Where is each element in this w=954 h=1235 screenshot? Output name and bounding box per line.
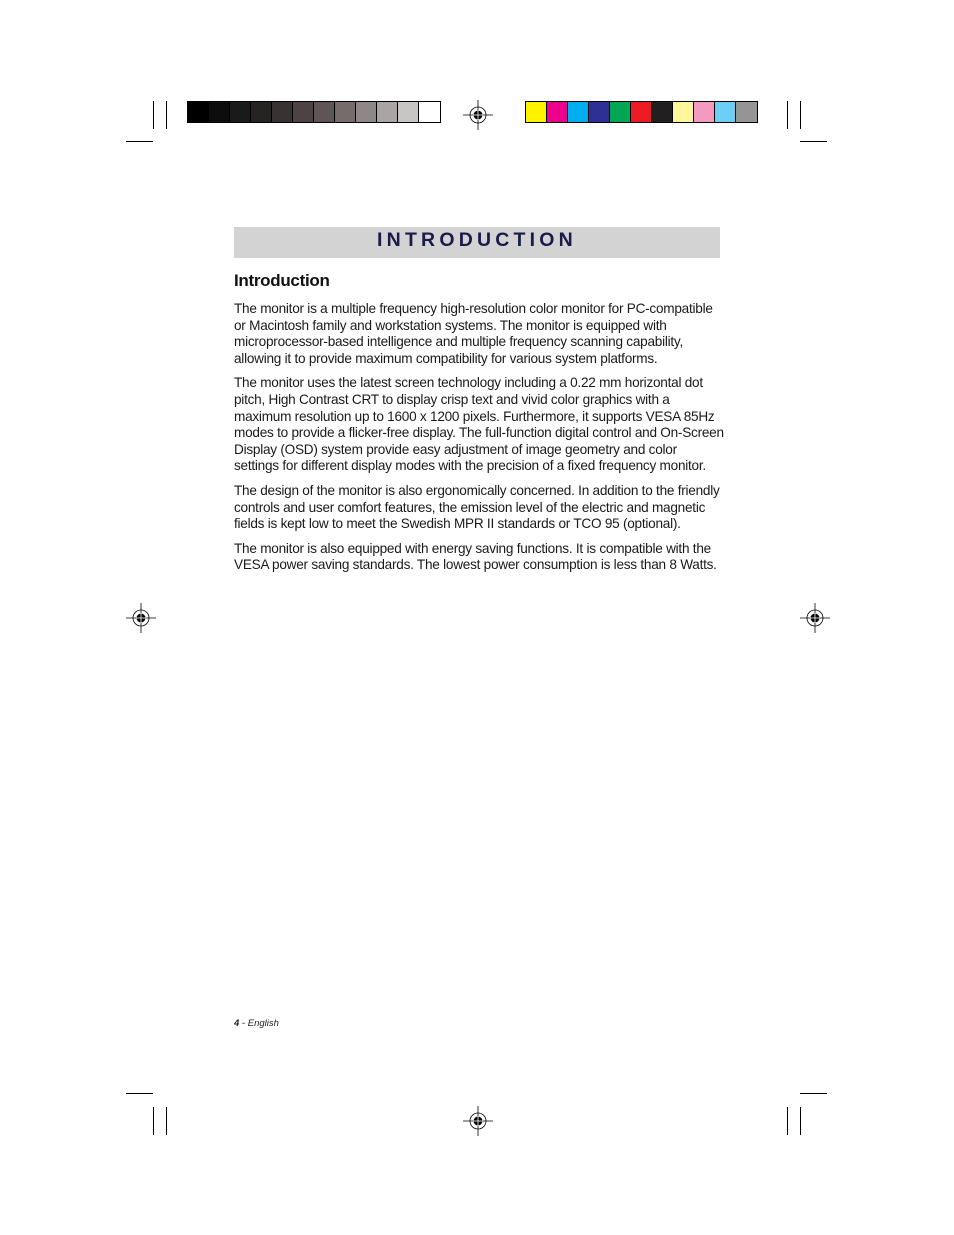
color-swatch [631,102,652,122]
color-swatch [377,102,398,122]
crop-mark [800,1093,827,1094]
color-swatch [547,102,568,122]
crop-mark [787,101,788,129]
page-footer [234,1018,279,1029]
color-swatch [188,102,209,122]
crop-mark [800,141,827,142]
color-swatch [673,102,694,122]
footer-language: English [247,1018,279,1029]
color-swatch [335,102,356,122]
paragraph: The monitor is a multiple frequency high-resolution color monitor for PC-compatible or Macintosh family and workstation systems. The monitor is equipped with microprocessor-based intelligence and multiple frequency scanning capability, allowing it to provide maximum compatibility for various system platforms. [234,301,713,366]
color-swatch [568,102,589,122]
registration-mark-icon [463,100,493,130]
crop-mark [800,101,801,129]
color-swatch [610,102,631,122]
color-swatch [230,102,251,122]
color-swatch [419,102,440,122]
registration-mark-icon [800,603,830,633]
paragraph: The design of the monitor is also ergonomically concerned. In addition to the friendly controls and user comfort features, the emission level of the electric and magnetic fields is kept low to meet the Swedish MPR II standards or TCO 95 (optional). [234,482,720,532]
color-swatch [736,102,757,122]
process-color-bar [525,101,758,123]
paragraph: The monitor is also equipped with energy saving functions. It is compatible with the VESA power saving standards. The lowest power consumption is less than 8 Watts. [234,540,717,573]
registration-mark-icon [126,603,156,633]
crop-mark [800,1107,801,1135]
registration-mark-icon [463,1106,493,1136]
crop-mark [126,141,153,142]
banner-title: INTRODUCTION [377,229,577,251]
crop-mark [166,101,167,129]
color-swatch [694,102,715,122]
color-swatch [715,102,736,122]
color-swatch [589,102,610,122]
color-swatch [209,102,230,122]
crop-mark [126,1093,153,1094]
section-banner [234,227,720,258]
paragraph: The monitor uses the latest screen technology including a 0.22 mm horizontal dot pitch, High Contrast CRT to display crisp text and vivid color graphics with a maximum resolution up to 1600 x 1200 pixels. Furthermore, it supports VESA 85Hz modes to provide a flicker-free display. The full-function digital control and On-Screen Display (OSD) system provide easy adjustment of image geometry and color settings for different display modes with the precision of a fixed frequency monitor. [234,375,724,474]
footer-separator: - [239,1018,248,1029]
color-swatch [526,102,547,122]
crop-mark [166,1107,167,1135]
gray-color-bar [187,101,441,123]
color-swatch [272,102,293,122]
body-text [234,301,724,582]
color-swatch [356,102,377,122]
color-swatch [398,102,419,122]
crop-mark [153,101,154,129]
section-heading: Introduction [234,271,330,290]
page-number: 4 [234,1018,240,1029]
color-swatch [652,102,673,122]
color-swatch [251,102,272,122]
color-swatch [314,102,335,122]
crop-mark [787,1107,788,1135]
color-swatch [293,102,314,122]
crop-mark [153,1107,154,1135]
